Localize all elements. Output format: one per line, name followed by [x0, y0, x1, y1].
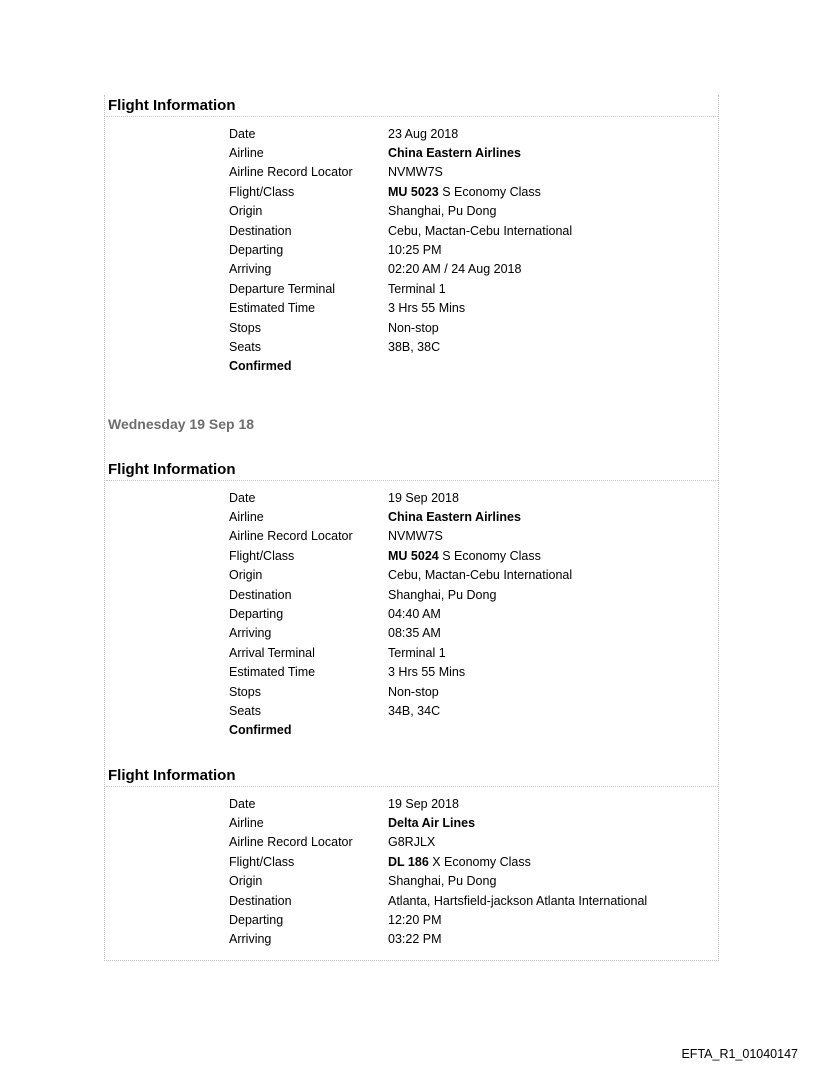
detail-label: Flight/Class [229, 854, 295, 869]
detail-row [229, 852, 699, 871]
detail-row [229, 240, 699, 259]
detail-label: Destination [229, 893, 292, 908]
detail-row [229, 663, 699, 682]
detail-value: NVMW7S [388, 165, 443, 180]
detail-row [229, 337, 699, 356]
detail-value: Non-stop [388, 320, 439, 335]
detail-value: Atlanta, Hartsfield-jackson Atlanta International [388, 893, 648, 908]
detail-value: G8RJLX [388, 835, 436, 850]
section-divider [106, 116, 718, 117]
detail-value: 34B, 34C [388, 703, 441, 718]
airline-name: Delta Air Lines [388, 816, 476, 831]
detail-value: 04:40 AM [388, 607, 441, 622]
detail-value: 08:35 AM [388, 626, 441, 641]
detail-row [229, 202, 699, 221]
detail-row [229, 794, 699, 813]
detail-row [229, 488, 699, 507]
detail-row [229, 182, 699, 201]
detail-label: Destination [229, 587, 292, 602]
detail-value: 12:20 PM [388, 913, 442, 928]
detail-value: 3 Hrs 55 Mins [388, 665, 466, 680]
flight-class: S Economy Class [438, 548, 541, 563]
detail-row [229, 833, 699, 852]
detail-label: Airline [229, 816, 264, 831]
detail-label: Airline [229, 146, 264, 161]
detail-label: Seats [229, 703, 261, 718]
booking-status: Confirmed [229, 359, 292, 374]
detail-label: Date [229, 796, 256, 811]
detail-value: NVMW7S [388, 529, 443, 544]
document-id: EFTA_R1_01040147 [681, 1047, 798, 1061]
detail-row [229, 872, 699, 891]
detail-row [229, 279, 699, 298]
detail-row [229, 566, 699, 585]
detail-row [229, 930, 699, 949]
detail-label: Origin [229, 874, 263, 889]
detail-label: Arriving [229, 932, 272, 947]
detail-row [229, 260, 699, 279]
detail-row [229, 163, 699, 182]
detail-row [229, 585, 699, 604]
detail-label: Arriving [229, 626, 272, 641]
detail-row [229, 318, 699, 337]
detail-row [229, 143, 699, 162]
detail-value: 03:22 PM [388, 932, 442, 947]
detail-value: Shanghai, Pu Dong [388, 874, 497, 889]
detail-label: Departing [229, 243, 284, 258]
airline-name: China Eastern Airlines [388, 146, 521, 161]
detail-row [229, 604, 699, 623]
flight-number: DL 186 [388, 854, 429, 869]
detail-value: Cebu, Mactan-Cebu International [388, 568, 573, 583]
detail-label: Departing [229, 607, 284, 622]
detail-row [229, 527, 699, 546]
detail-label: Destination [229, 223, 292, 238]
detail-row [229, 682, 699, 701]
detail-label: Seats [229, 339, 261, 354]
detail-row [229, 624, 699, 643]
detail-label: Arrival Terminal [229, 645, 315, 660]
detail-value: 19 Sep 2018 [388, 490, 459, 505]
detail-row [229, 546, 699, 565]
section-title: Flight Information [108, 97, 236, 114]
detail-label: Departure Terminal [229, 281, 336, 296]
detail-row [229, 910, 699, 929]
detail-label: Arriving [229, 262, 272, 277]
detail-row [229, 891, 699, 910]
booking-status: Confirmed [229, 723, 292, 738]
detail-row [229, 643, 699, 662]
detail-value: Cebu, Mactan-Cebu International [388, 223, 573, 238]
detail-row [229, 124, 699, 143]
detail-value: 19 Sep 2018 [388, 796, 459, 811]
detail-row [229, 221, 699, 240]
detail-row [229, 299, 699, 318]
detail-label: Date [229, 126, 256, 141]
section-divider [106, 786, 718, 787]
detail-row [229, 507, 699, 526]
detail-label: Origin [229, 568, 263, 583]
detail-label: Airline [229, 510, 264, 525]
detail-label: Flight/Class [229, 548, 295, 563]
flight-details [229, 794, 699, 949]
flight-number: MU 5023 [388, 184, 439, 199]
section-divider [106, 480, 718, 481]
section-title: Flight Information [108, 461, 236, 478]
detail-value: 02:20 AM / 24 Aug 2018 [388, 262, 522, 277]
detail-label: Stops [229, 320, 261, 335]
detail-row [229, 813, 699, 832]
detail-value: Shanghai, Pu Dong [388, 204, 497, 219]
detail-value: Non-stop [388, 684, 439, 699]
flight-details [229, 124, 699, 376]
detail-value: 3 Hrs 55 Mins [388, 301, 466, 316]
flight-class: X Economy Class [428, 854, 531, 869]
flight-class: S Economy Class [438, 184, 541, 199]
section-title: Flight Information [108, 767, 236, 784]
detail-label: Airline Record Locator [229, 835, 353, 850]
detail-value: Terminal 1 [388, 281, 446, 296]
detail-row [229, 701, 699, 720]
detail-label: Origin [229, 204, 263, 219]
detail-value: 10:25 PM [388, 243, 442, 258]
detail-label: Departing [229, 913, 284, 928]
airline-name: China Eastern Airlines [388, 510, 521, 525]
detail-label: Stops [229, 684, 261, 699]
flight-number: MU 5024 [388, 548, 439, 563]
detail-label: Airline Record Locator [229, 529, 353, 544]
detail-label: Date [229, 490, 256, 505]
detail-label: Estimated Time [229, 665, 316, 680]
detail-label: Airline Record Locator [229, 165, 353, 180]
flight-details [229, 488, 699, 740]
detail-value: Terminal 1 [388, 645, 446, 660]
day-heading: Wednesday 19 Sep 18 [108, 416, 255, 432]
detail-value: Shanghai, Pu Dong [388, 587, 497, 602]
detail-value: 23 Aug 2018 [388, 126, 459, 141]
detail-value: 38B, 38C [388, 339, 441, 354]
detail-label: Flight/Class [229, 184, 295, 199]
detail-label: Estimated Time [229, 301, 316, 316]
